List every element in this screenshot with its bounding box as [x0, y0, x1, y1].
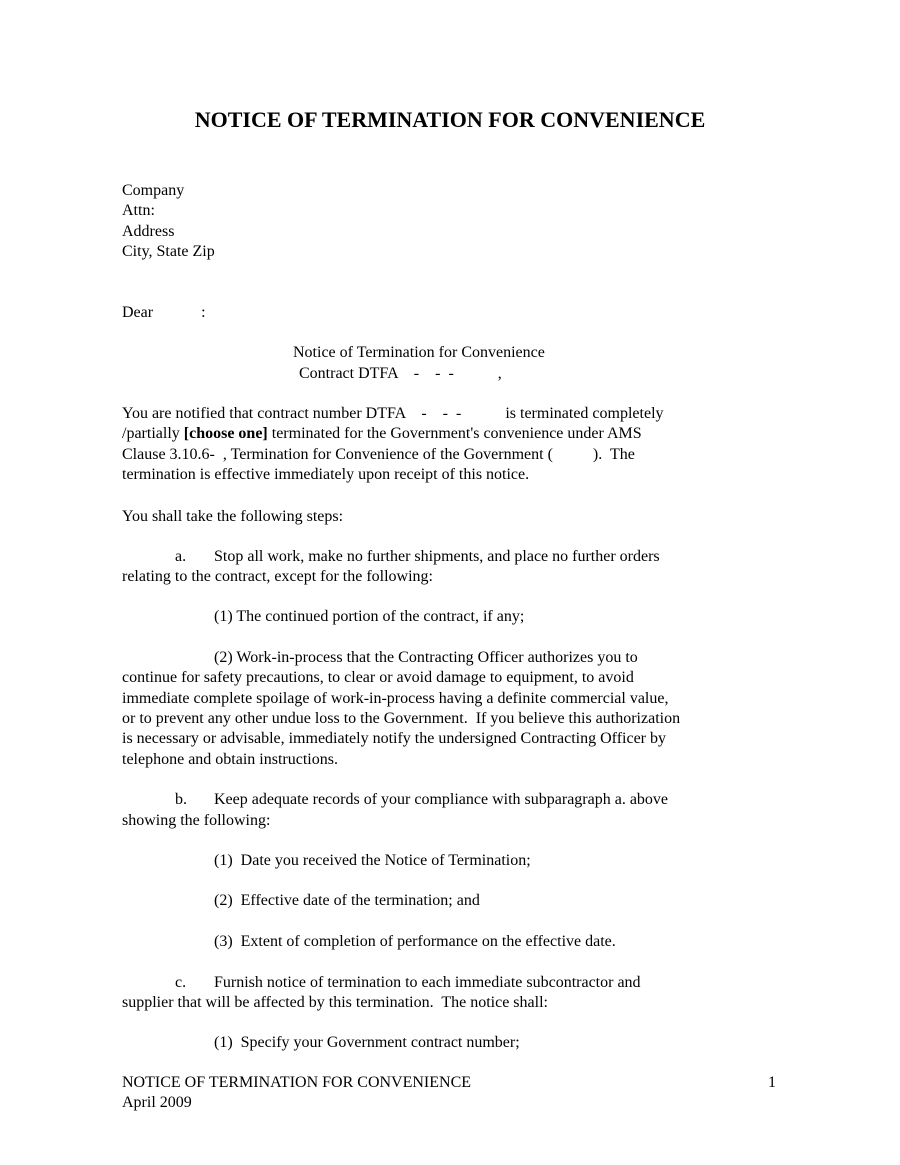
intro-line-2-post: terminated for the Government's convenience under AMS	[267, 425, 642, 443]
address-line-company: Company	[122, 182, 185, 199]
steps-intro-text: You shall take the following steps:	[122, 508, 344, 525]
footer-date: April 2009	[122, 1094, 192, 1112]
item-a-sub-2-line-2: continue for safety precautions, to clear or avoid damage to equipment, to avoid	[122, 669, 634, 686]
item-c-marker: c.	[175, 974, 187, 991]
item-b-sub-1: (1) Date you received the Notice of Termination;	[214, 852, 531, 869]
item-a-line-1: Stop all work, make no further shipments, and place no further orders	[214, 548, 660, 565]
item-c-line-2: supplier that will be affected by this termination. The notice shall:	[122, 994, 548, 1011]
item-c-line-1: Furnish notice of termination to each immediate subcontractor and	[214, 974, 641, 991]
item-a-line-2: relating to the contract, except for the following:	[122, 568, 433, 585]
item-a-sub-1: (1) The continued portion of the contract, if any;	[214, 608, 525, 625]
item-b-line-1: Keep adequate records of your compliance with subparagraph a. above	[214, 791, 669, 808]
choose-one-label: [choose one]	[183, 425, 268, 443]
recipient-address	[122, 181, 762, 263]
item-b-sub-2: (2) Effective date of the termination; and	[214, 892, 480, 909]
item-a-marker: a.	[175, 548, 187, 565]
document-title: NOTICE OF TERMINATION FOR CONVENIENCE	[194, 107, 706, 132]
item-a-sub-2-line-6: telephone and obtain instructions.	[122, 751, 338, 768]
intro-paragraph	[122, 404, 782, 486]
footer-title: NOTICE OF TERMINATION FOR CONVENIENCE	[122, 1074, 472, 1091]
address-line-attn: Attn:	[122, 202, 155, 220]
item-a-sub-2-line-3: immediate complete spoilage of work-in-process having a definite commercial value,	[122, 690, 669, 707]
intro-line-1: You are notified that contract number DTFA - - - is terminated completely	[122, 405, 664, 422]
salutation-text: Dear :	[122, 304, 206, 321]
page-number: 1	[768, 1074, 776, 1091]
intro-line-3: Clause 3.10.6- , Termination for Convenience of the Government ( ). The	[122, 445, 635, 463]
item-b-line-2: showing the following:	[122, 812, 271, 829]
intro-line-4: termination is effective immediately upon receipt of this notice.	[122, 466, 530, 484]
item-a-sub-2-line-5: is necessary or advisable, immediately notify the undersigned Contracting Officer by	[122, 730, 666, 747]
address-line-city: City, State Zip	[122, 243, 215, 261]
address-line-address: Address	[122, 222, 175, 240]
salutation	[122, 303, 762, 323]
subject-line-2: Contract DTFA - - - ,	[299, 365, 502, 382]
page-footer	[122, 1073, 782, 1114]
intro-line-2	[122, 424, 782, 444]
subject-line-1: Notice of Termination for Convenience	[293, 344, 545, 361]
item-a-sub-2-line-1: (2) Work-in-process that the Contracting Officer authorizes you to	[214, 649, 638, 666]
item-b-marker: b.	[175, 791, 187, 808]
steps-intro	[122, 507, 762, 527]
item-a-sub-2-line-4: or to prevent any other undue loss to the Government. If you believe this authorization	[122, 710, 681, 727]
item-c-sub-1: (1) Specify your Government contract number;	[214, 1034, 520, 1051]
intro-line-2-pre: /partially	[122, 425, 184, 443]
item-b-sub-3: (3) Extent of completion of performance on the effective date.	[214, 933, 616, 950]
